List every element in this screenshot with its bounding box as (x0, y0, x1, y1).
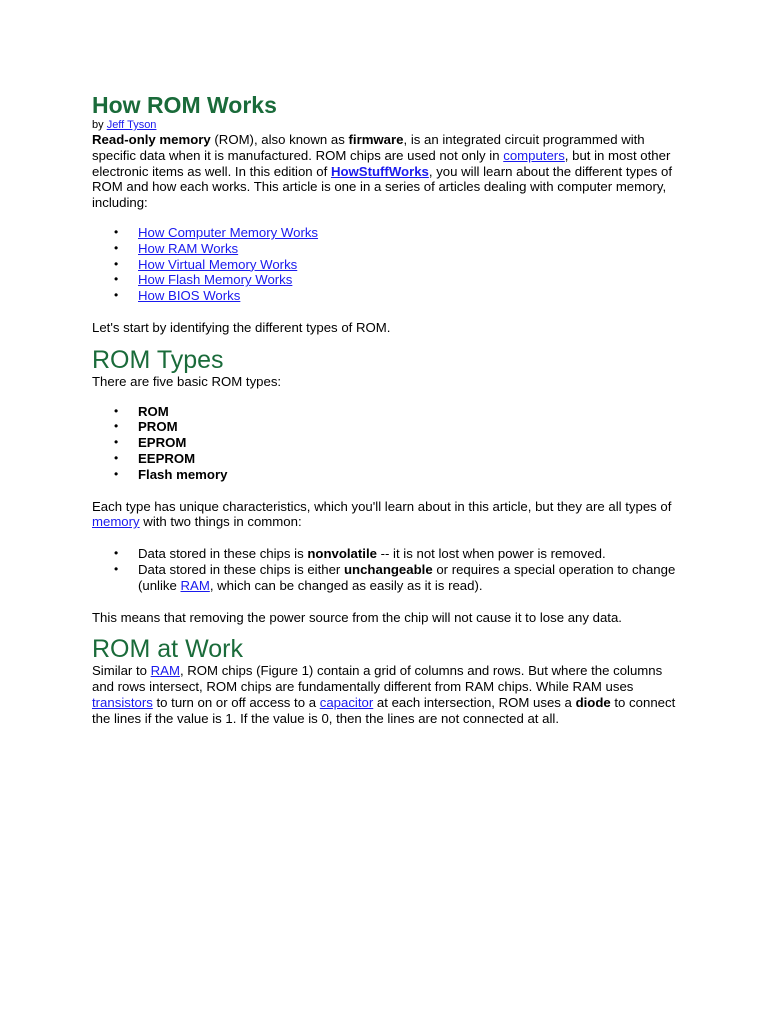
list-item (92, 451, 682, 467)
list-item (92, 467, 682, 483)
term-nonvolatile: nonvolatile (307, 546, 377, 562)
list-item (92, 272, 682, 288)
series-link[interactable]: How RAM Works (138, 240, 239, 256)
trait-text: -- it is not lost when power is removed. (376, 546, 606, 562)
rom-type: Flash memory (138, 466, 228, 482)
list-item (92, 288, 682, 304)
conclusion-paragraph: This means that removing the power source from the chip will not cause it to lose any data. (92, 609, 622, 625)
common-text: with two things in common: (139, 514, 302, 530)
series-links-list (92, 225, 682, 304)
rom-at-work-paragraph (92, 663, 682, 726)
list-item (92, 419, 682, 435)
rom-types-intro: There are five basic ROM types: (92, 373, 282, 389)
rom-types-heading: ROM Types (92, 345, 224, 374)
intro-text: , is an integrated circuit programmed with specific data when it is manufactured. ROM chips are used not only in (92, 132, 645, 163)
rom-at-work-heading: ROM at Work (92, 635, 243, 664)
byline-prefix: by (92, 119, 107, 131)
list-item (92, 562, 682, 594)
term-read-only-memory: Read-only memory (92, 132, 211, 147)
intro-text: , but in most other electronic items as well. In this edition of (92, 147, 671, 179)
ram-link[interactable]: RAM (180, 577, 210, 593)
list-item (92, 225, 682, 241)
trait-text: , which can be changed as easily as it is read). (209, 577, 483, 593)
intro-paragraph (92, 132, 682, 211)
article-title: How ROM Works (92, 92, 277, 118)
list-item (92, 241, 682, 257)
ram-link[interactable]: RAM (150, 663, 180, 679)
series-link[interactable]: How Computer Memory Works (138, 224, 319, 240)
capacitor-link[interactable]: capacitor (319, 694, 374, 710)
rom-type: EEPROM (138, 450, 196, 466)
start-paragraph: Let's start by identifying the different types of ROM. (92, 319, 391, 335)
work-text: at each intersection, ROM uses a (373, 694, 576, 710)
rom-type: PROM (138, 419, 178, 435)
series-link[interactable]: How Flash Memory Works (138, 272, 293, 288)
term-diode: diode (575, 694, 611, 710)
byline (92, 119, 682, 132)
article-body (92, 92, 682, 727)
rom-type: EPROM (138, 435, 187, 451)
common-traits-list (92, 546, 682, 593)
rom-types-list (92, 404, 682, 483)
trait-text: Data stored in these chips is either (138, 561, 344, 577)
work-text: Similar to (92, 663, 151, 679)
common-paragraph (92, 499, 682, 531)
howstuffworks-link[interactable]: HowStuffWorks (330, 163, 429, 179)
computers-link[interactable]: computers (503, 147, 565, 163)
trait-text: Data stored in these chips is (138, 546, 308, 562)
list-item (92, 404, 682, 420)
memory-link[interactable]: memory (92, 514, 140, 530)
trait-text: or requires a special operation to change (unlike (138, 561, 676, 593)
list-item (92, 435, 682, 451)
list-item (92, 546, 682, 562)
series-link[interactable]: How BIOS Works (138, 288, 241, 304)
term-firmware: firmware (348, 132, 404, 147)
series-link[interactable]: How Virtual Memory Works (138, 256, 298, 272)
rom-type: ROM (138, 403, 169, 419)
common-text: Each type has unique characteristics, which you'll learn about in this article, but they are all types of (92, 498, 672, 514)
intro-text: , you will learn about the different types of ROM and how each works. This article is one in a series of articles dealing with computer memory, including: (92, 163, 673, 211)
transistors-link[interactable]: transistors (92, 694, 153, 710)
list-item (92, 257, 682, 273)
work-text: , ROM chips (Figure 1) contain a grid of columns and rows. But where the columns and rows intersect, ROM chips are fundamentally different from RAM chips. While RAM uses (92, 663, 663, 695)
work-text: to turn on or off access to a (152, 694, 320, 710)
author-link[interactable]: Jeff Tyson (106, 119, 157, 131)
term-unchangeable: unchangeable (343, 561, 433, 577)
work-text: to connect the lines if the value is 1. If the value is 0, then the lines are not connected at all. (92, 694, 676, 726)
intro-text: (ROM), also known as (210, 132, 349, 147)
